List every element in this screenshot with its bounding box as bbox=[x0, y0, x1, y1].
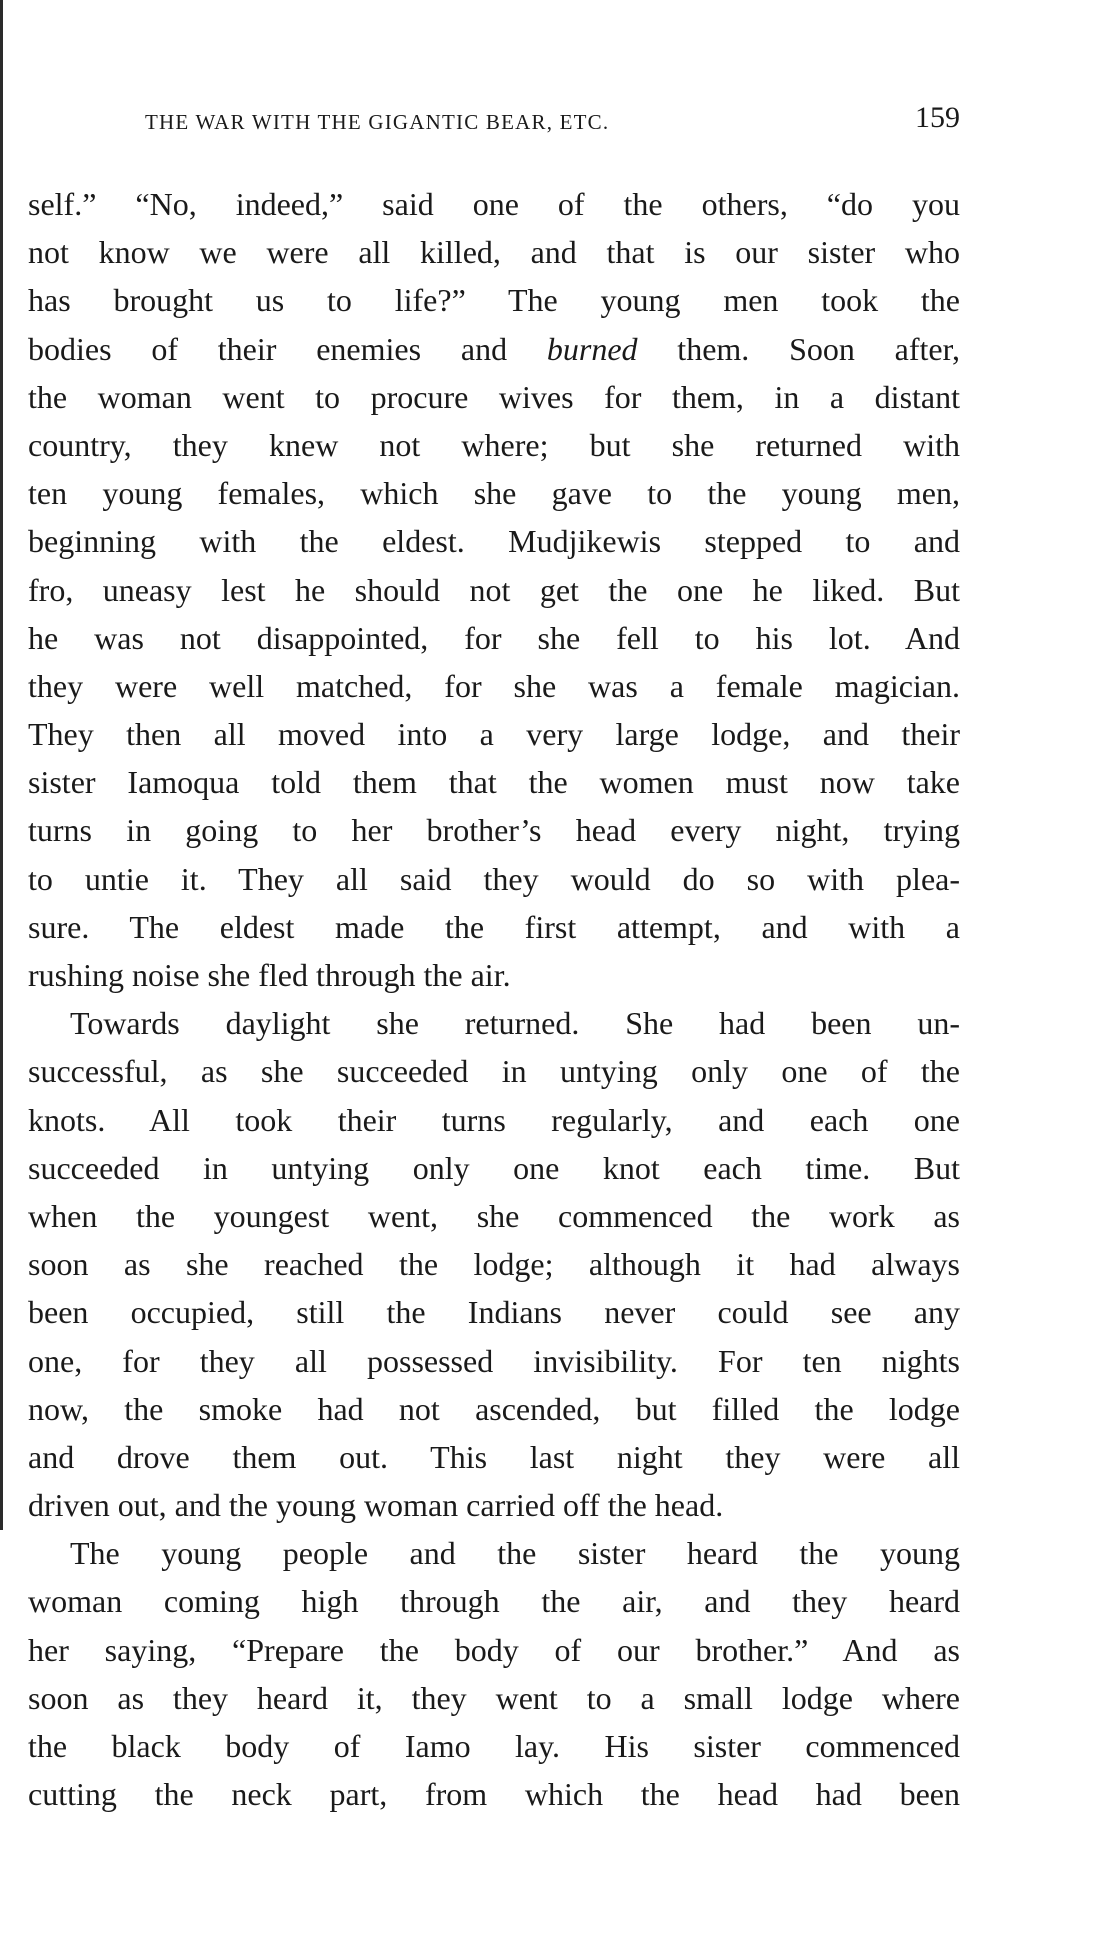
text-line: succeeded in untying only one knot each time. But bbox=[28, 1149, 960, 1186]
text-line: been occupied, still the Indians never could see any bbox=[28, 1294, 960, 1331]
text-line: to untie it. They all said they would do so with plea- bbox=[28, 860, 960, 897]
text-line: country, they knew not where; but she returned with bbox=[28, 426, 960, 463]
text-line: has brought us to life?” The young men took the bbox=[28, 282, 960, 319]
page-body bbox=[28, 180, 960, 1818]
text-line: they were well matched, for she was a female magician. bbox=[28, 667, 960, 704]
paragraph bbox=[28, 1529, 960, 1818]
text-line: They then all moved into a very large lodge, and their bbox=[28, 716, 960, 753]
italic-word: burned bbox=[546, 330, 638, 367]
text-line: sure. The eldest made the first attempt, and with a bbox=[28, 908, 960, 945]
page-number: 159 bbox=[915, 101, 960, 134]
text-line: fro, uneasy lest he should not get the one he liked. But bbox=[28, 571, 960, 608]
text-line: ten young females, which she gave to the young men, bbox=[28, 475, 960, 512]
text-run: bodies of their enemies and bbox=[28, 330, 547, 367]
text-line: Towards daylight she returned. She had been un- bbox=[70, 1005, 960, 1042]
text-line: driven out, and the young woman carried off the head. bbox=[28, 1487, 724, 1524]
text-line: he was not disappointed, for she fell to his lot. And bbox=[28, 619, 960, 656]
text-line: sister Iamoqua told them that the women must now take bbox=[28, 764, 960, 801]
running-head: THE WAR WITH THE GIGANTIC BEAR, ETC. bbox=[145, 110, 610, 134]
paragraph bbox=[28, 180, 960, 999]
text-line: her saying, “Prepare the body of our brother.” And as bbox=[28, 1631, 960, 1668]
text-line: and drove them out. This last night they were all bbox=[28, 1438, 960, 1475]
text-line: beginning with the eldest. Mudjikewis stepped to and bbox=[28, 523, 960, 560]
text-line-with-emphasis bbox=[28, 325, 960, 373]
scan-binding-edge bbox=[0, 0, 3, 1530]
text-line: self.” “No, indeed,” said one of the others, “do you bbox=[28, 186, 960, 222]
text-line: soon as she reached the lodge; although it had always bbox=[28, 1246, 960, 1283]
text-line: rushing noise she fled through the air. bbox=[28, 957, 511, 993]
text-run: them. Soon after, bbox=[637, 330, 961, 367]
text-line: turns in going to her brother’s head every night, trying bbox=[28, 812, 960, 849]
text-line: knots. All took their turns regularly, and each one bbox=[28, 1101, 960, 1138]
paragraph bbox=[28, 999, 960, 1529]
text-line: the black body of Iamo lay. His sister commenced bbox=[28, 1728, 960, 1764]
page-header bbox=[145, 96, 960, 140]
text-line: when the youngest went, she commenced the work as bbox=[28, 1197, 960, 1234]
text-line: successful, as she succeeded in untying only one of the bbox=[28, 1053, 960, 1090]
text-line: woman coming high through the air, and they heard bbox=[28, 1583, 960, 1620]
text-line: the woman went to procure wives for them, in a distant bbox=[28, 378, 960, 415]
text-line: cutting the neck part, from which the head had been bbox=[28, 1776, 960, 1813]
text-line: not know we were all killed, and that is our sister who bbox=[28, 234, 960, 271]
text-line: soon as they heard it, they went to a small lodge where bbox=[28, 1679, 960, 1716]
text-line: one, for they all possessed invisibility. For ten nights bbox=[28, 1342, 960, 1379]
text-line: now, the smoke had not ascended, but filled the lodge bbox=[28, 1390, 960, 1427]
text-line: The young people and the sister heard the young bbox=[70, 1535, 960, 1572]
